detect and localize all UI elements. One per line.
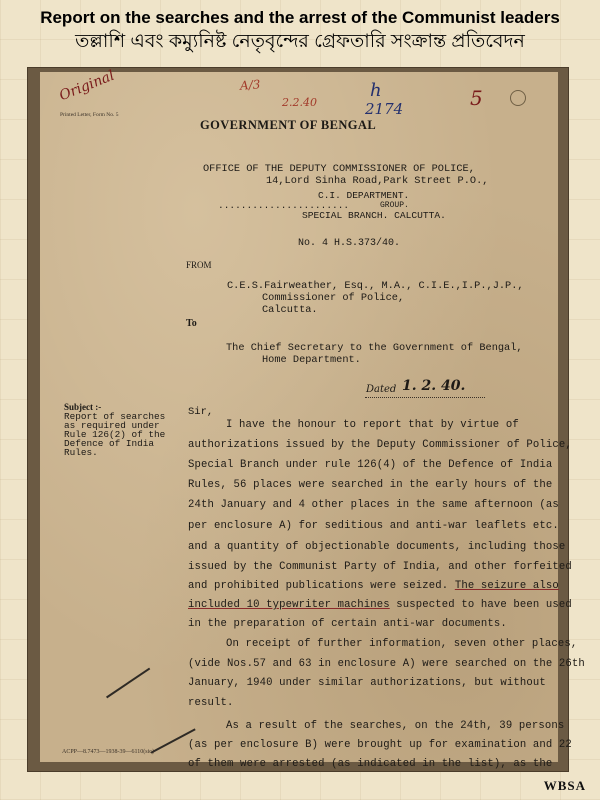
subject-line: Defence of India (64, 438, 155, 449)
body-line: and a quantity of objectionable documents, including those (188, 541, 566, 553)
subject-line: as required under (64, 420, 160, 431)
pencil-stroke-mark (106, 668, 150, 698)
underlined-seizure-phrase: The seizure also (454, 580, 559, 592)
subject-line: Report of searches (64, 411, 166, 422)
title-english: Report on the searches and the arrest of the Communist leaders (40, 8, 560, 27)
reference-number: No. 4 H.S.373/40. (298, 238, 401, 249)
salutation: Sir, (188, 406, 214, 418)
body-line: issued by the Communist Party of India, and other forfeited (188, 561, 572, 573)
dated-label: Dated (366, 384, 397, 395)
subject-label: Subject :- (64, 402, 102, 412)
body-segment: and prohibited publications were seized. (188, 580, 449, 592)
government-heading: GOVERNMENT OF BENGAL (200, 118, 377, 132)
office-line-2: 14,Lord Sinha Road,Park Street P.O., (266, 175, 489, 187)
from-label: FROM (186, 260, 212, 270)
body-line: January, 1940 under similar authorizations, but without (188, 677, 546, 689)
dated-dotted-line (365, 397, 485, 398)
body-line: Special Branch under rule 126(4) of the Defence of India (188, 459, 553, 471)
to-line-1: The Chief Secretary to the Government of Bengal, (226, 342, 523, 354)
handwritten-number: 2174 (365, 100, 404, 118)
office-line-1: OFFICE OF THE DEPUTY COMMISSIONER OF POLICE, (203, 163, 475, 175)
archive-watermark: WBSA (543, 778, 586, 793)
from-line-1: C.E.S.Fairweather, Esq., M.A., C.I.E.,I.P.,J.P., (227, 280, 524, 292)
body-line: 24th January and 4 other places in the same afternoon (as (188, 499, 559, 511)
group-dots: ....................... (218, 200, 350, 211)
to-line-2: Home Department. (262, 354, 361, 366)
body-line: As a result of the searches, on the 24th, 39 persons (226, 720, 565, 732)
underlined-typewriter-phrase: included 10 typewriter machines (188, 599, 390, 611)
body-segment: suspected to have been used (389, 599, 572, 611)
subject-line: Rule 126(2) of the (64, 429, 166, 440)
branch-line: SPECIAL BRANCH. CALCUTTA. (302, 210, 446, 221)
body-line: (vide Nos.57 and 63 in enclosure A) were searched on the 26th (188, 658, 585, 670)
title-bengali: তল্লাশি এবং কম্যুনিষ্ট নেতৃবৃন্দের গ্রেফতারি সংক্রান্ত প্রতিবেদন (75, 31, 525, 52)
corner-circle-mark (510, 90, 526, 106)
body-line: (as per enclosure B) were brought up for examination and 22 (188, 739, 572, 751)
from-line-2: Commissioner of Police, (262, 292, 405, 304)
body-line: of them were arrested (as indicated in the list), as the (188, 758, 553, 770)
department-line: C.I. DEPARTMENT. (318, 190, 410, 201)
page-header (0, 0, 600, 54)
dated-value: 1. 2. 40. (402, 378, 466, 394)
handwritten-initial: h (370, 80, 382, 101)
body-line: result. (188, 697, 234, 709)
body-line: in the preparation of certain anti-war documents. (188, 618, 507, 630)
scanned-letter (40, 67, 585, 770)
body-line: authorizations issued by the Deputy Commissioner of Police, (188, 439, 572, 451)
page-number-mark: 5 (470, 86, 483, 110)
body-line-with-underline (188, 599, 572, 611)
from-line-3: Calcutta. (262, 304, 318, 316)
body-line: Rules, 56 places were searched in the early hours of the (188, 479, 553, 491)
stamp-code: A/3 (239, 77, 261, 93)
body-line: per enclosure A) for seditious and anti-war leaflets etc. (188, 520, 559, 532)
group-line: GROUP. (380, 201, 409, 210)
to-label: To (186, 318, 197, 329)
subject-text (64, 412, 165, 457)
margin-note-original: Original (57, 67, 117, 105)
body-line-with-underline (188, 580, 559, 592)
stamp-date: 2.2.40 (282, 96, 317, 109)
body-line: On receipt of further information, seven other places, (226, 638, 578, 650)
body-line: I have the honour to report that by virtue of (226, 419, 519, 431)
subject-line: Rules. (64, 447, 98, 458)
form-number: Printed Letter, Form No. 5 (60, 112, 119, 118)
printer-footer: ACPP—8.7473—1938-39—6110(sic) (62, 749, 154, 755)
